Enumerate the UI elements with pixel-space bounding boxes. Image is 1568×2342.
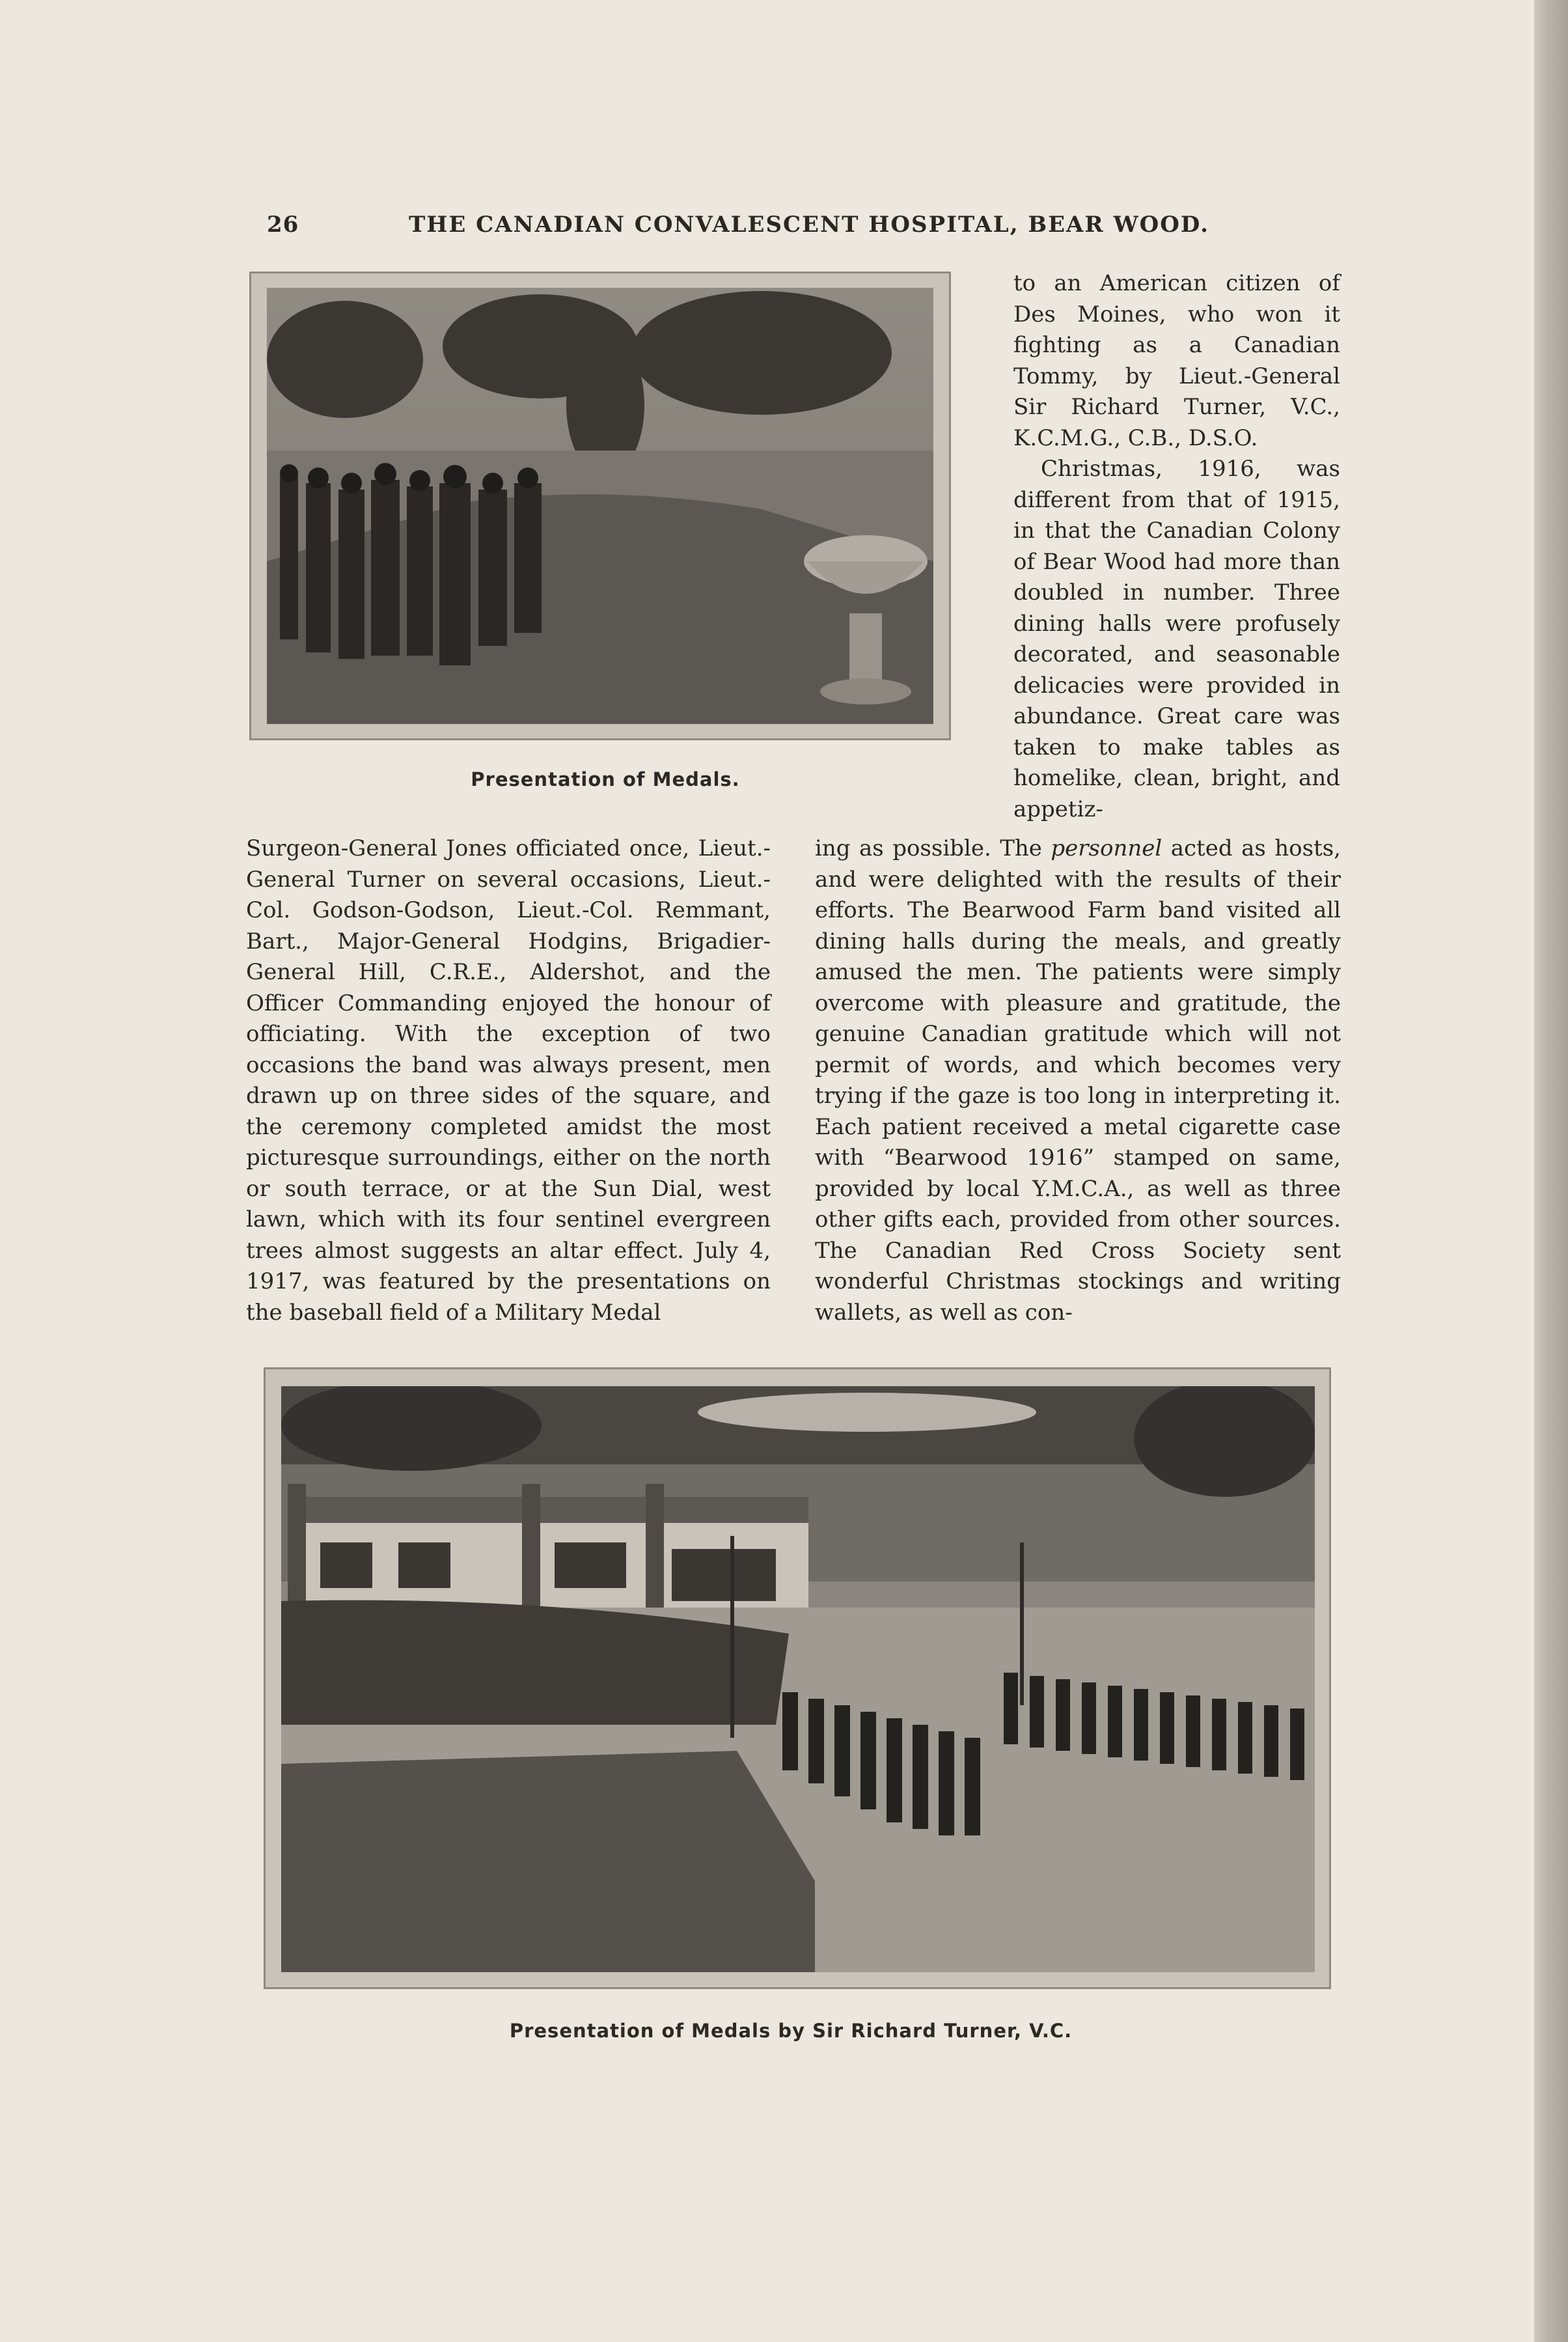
terrace-ceremony-photo <box>281 1386 1315 1972</box>
paragraph <box>815 833 1341 1328</box>
running-title: THE CANADIAN CONVALESCENT HOSPITAL, BEAR WOOD. <box>409 212 1210 238</box>
right-column-lower <box>815 833 1341 1328</box>
bottom-photo-caption: Presentation of Medals by Sir Richard Turner, V.C. <box>509 2020 1073 2042</box>
paragraph: to an American citizen of Des Moines, who won it fighting as a Canadian Tommy, by Lieut.-General Sir Richard Turner, V.C., K.C.M.G., C.B., D.S.O. <box>1013 270 1340 451</box>
medal-ceremony-photo <box>267 288 933 724</box>
bottom-photograph <box>264 1367 1331 1989</box>
text-run: acted as hosts, and were delighted with the results of their efforts. The Bearwood Farm band visited all dining halls during the meals, and greatly amused the men. The patients were simply overcome with pleasure and gratitude, the genuine Canadian gratitude which will not permit of words, and which becomes very trying if the gaze is too long in interpreting it. Each patient received a metal cigarette case with “Bearwood 1916” stamped on same, provided by local Y.M.C.A., as well as three other gifts each, provided from other sources. The Canadian Red Cross Society sent wonderful Christmas stockings and writing wallets, as well as con- <box>815 835 1341 1326</box>
top-photograph <box>249 272 951 740</box>
italic-term: personnel <box>1051 835 1162 861</box>
left-column <box>246 833 771 1328</box>
text-run: ing as possible. The <box>815 835 1051 861</box>
page-number: 26 <box>267 212 299 238</box>
page-edge <box>1534 0 1568 2342</box>
top-photo-caption: Presentation of Medals. <box>471 768 740 790</box>
paragraph: Christmas, 1916, was different from that of 1915, in that the Canadian Colony of Bear Wood had more than doubled in number. Three dining halls were profusely decorated, and seasonable delicacies were provided in abundance. Great care was taken to make tables as homelike, clean, bright, and appetiz- <box>1013 456 1340 822</box>
right-column-upper <box>1013 268 1340 825</box>
paragraph: Surgeon-General Jones officiated once, Lieut.-General Turner on several occasions, Lieut.-Col. Godson-Godson, Lieut.-Col. Remmant, Bart., Major-General Hodgins, Brigadier-General Hill, C.R.E., Aldershot, and the Officer Commanding enjoyed the honour of officiating. With the exception of two occasions the band was always present, men drawn up on three sides of the square, and the ceremony completed amidst the most picturesque surroundings, either on the north or south terrace, or at the Sun Dial, west lawn, which with its four sentinel evergreen trees almost suggests an altar effect. July 4, 1917, was featured by the presentations on the baseball field of a Military Medal <box>246 835 771 1326</box>
